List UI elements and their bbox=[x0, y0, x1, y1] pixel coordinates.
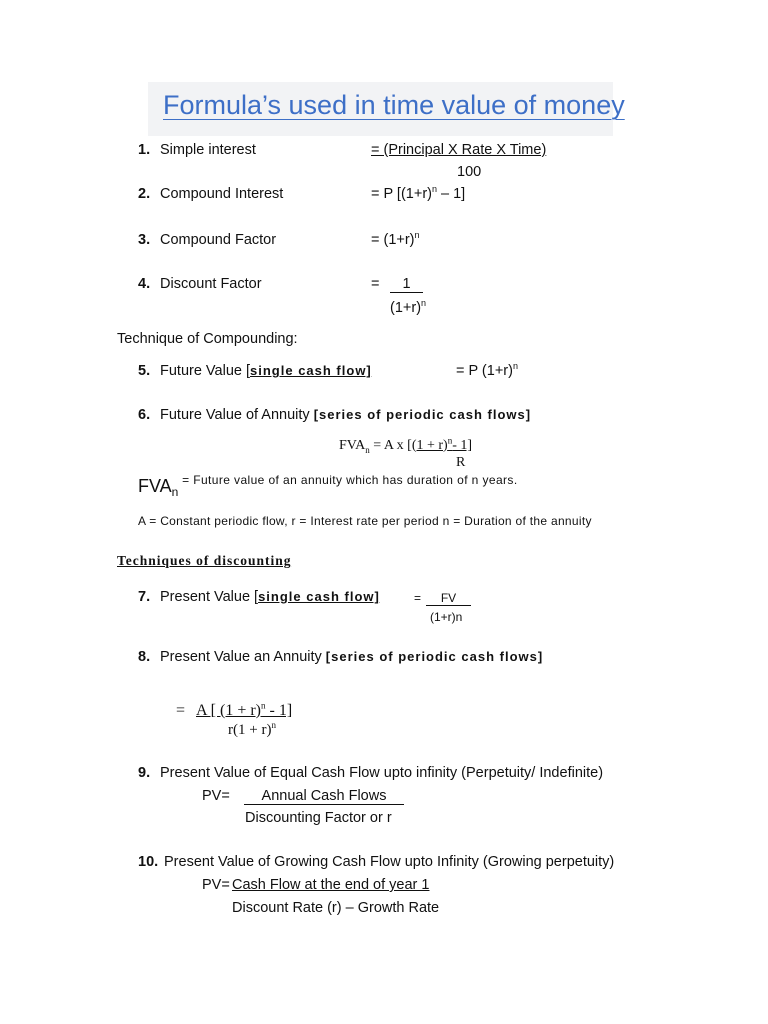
present-value-equals: = bbox=[414, 591, 422, 605]
fva-legend: A = Constant periodic flow, r = Interest rate per period n = Duration of the annuity bbox=[138, 514, 592, 528]
discount-factor-label: Discount Factor bbox=[160, 276, 262, 292]
compound-factor-formula: = $(1+r)^n$ bbox=[371, 230, 420, 248]
pv-annuity-denominator: $r(1 + r)^n$ bbox=[228, 720, 276, 738]
item-number: 8. bbox=[138, 649, 151, 665]
discount-factor-numerator: 1 bbox=[390, 276, 423, 293]
compound-interest-formula: = P $[(1+r)^n - 1]$ bbox=[371, 184, 466, 202]
compounding-heading: Technique of Compounding: bbox=[117, 331, 298, 347]
discounting-heading: Techniques of discounting bbox=[117, 553, 292, 568]
item-number: 5. bbox=[138, 363, 151, 379]
discount-factor-equals: = bbox=[371, 276, 380, 292]
growing-perpetuity-denominator: Discount Rate (r) – Growth Rate bbox=[232, 900, 440, 916]
perpetuity-pv: PV= bbox=[202, 788, 230, 804]
item-number: 4. bbox=[138, 276, 151, 292]
fv-annuity-label: Future Value of Annuity [series of periodic cash flows] bbox=[160, 407, 532, 423]
present-value-label: Present Value [single cash flow] bbox=[160, 589, 380, 605]
growing-perpetuity-label: Present Value of Growing Cash Flow upto Infinity (Growing perpetuity) bbox=[164, 854, 615, 870]
future-value-formula: = P $(1+r)^n$ bbox=[456, 361, 518, 379]
fva-formula: $FVA_n = A$ x [$(1 + r)^n-$ 1] bbox=[339, 435, 473, 455]
perpetuity-denominator: Discounting Factor or r bbox=[245, 810, 392, 826]
item-number: 7. bbox=[138, 589, 151, 605]
compound-interest-label: Compound Interest bbox=[160, 186, 284, 202]
growing-perpetuity-pv: PV= bbox=[202, 877, 230, 893]
simple-interest-formula-numerator: = (Principal X Rate X Time) bbox=[371, 142, 547, 158]
future-value-label: Future Value [single cash flow] bbox=[160, 363, 372, 379]
growing-perpetuity-numerator: Cash Flow at the end of year 1 bbox=[232, 877, 430, 893]
page-title: Formula’s used in time value of money bbox=[163, 90, 625, 120]
pv-annuity-label: Present Value an Annuity [series of periodic cash flows] bbox=[160, 649, 544, 665]
pv-annuity-equals: = bbox=[176, 702, 186, 719]
item-number: 9. bbox=[138, 765, 151, 781]
discount-factor-denominator: $(1+r)^n$ bbox=[390, 298, 427, 316]
item-number: 6. bbox=[138, 407, 151, 423]
simple-interest-label: Simple interest bbox=[160, 142, 256, 158]
item-number: 10. bbox=[138, 854, 159, 870]
fva-formula-denominator: R bbox=[456, 455, 466, 470]
item-number: 1. bbox=[138, 142, 151, 158]
present-value-numerator: FV bbox=[426, 591, 471, 606]
perpetuity-label: Present Value of Equal Cash Flow upto infinity (Perpetuity/ Indefinite) bbox=[160, 765, 604, 781]
simple-interest-formula-denominator: 100 bbox=[457, 164, 482, 180]
fva-definition: $FVA_n$ $^{= Future value of an annuity which has duration of n years.}$ bbox=[138, 473, 518, 499]
pv-annuity-numerator: A [ $(1 + r)^n - 1$] bbox=[196, 700, 293, 719]
perpetuity-numerator: Annual Cash Flows bbox=[244, 788, 404, 805]
compound-factor-label: Compound Factor bbox=[160, 232, 277, 248]
present-value-denominator: (1+r)n bbox=[430, 610, 463, 624]
item-number: 2. bbox=[138, 186, 151, 202]
item-number: 3. bbox=[138, 232, 151, 248]
